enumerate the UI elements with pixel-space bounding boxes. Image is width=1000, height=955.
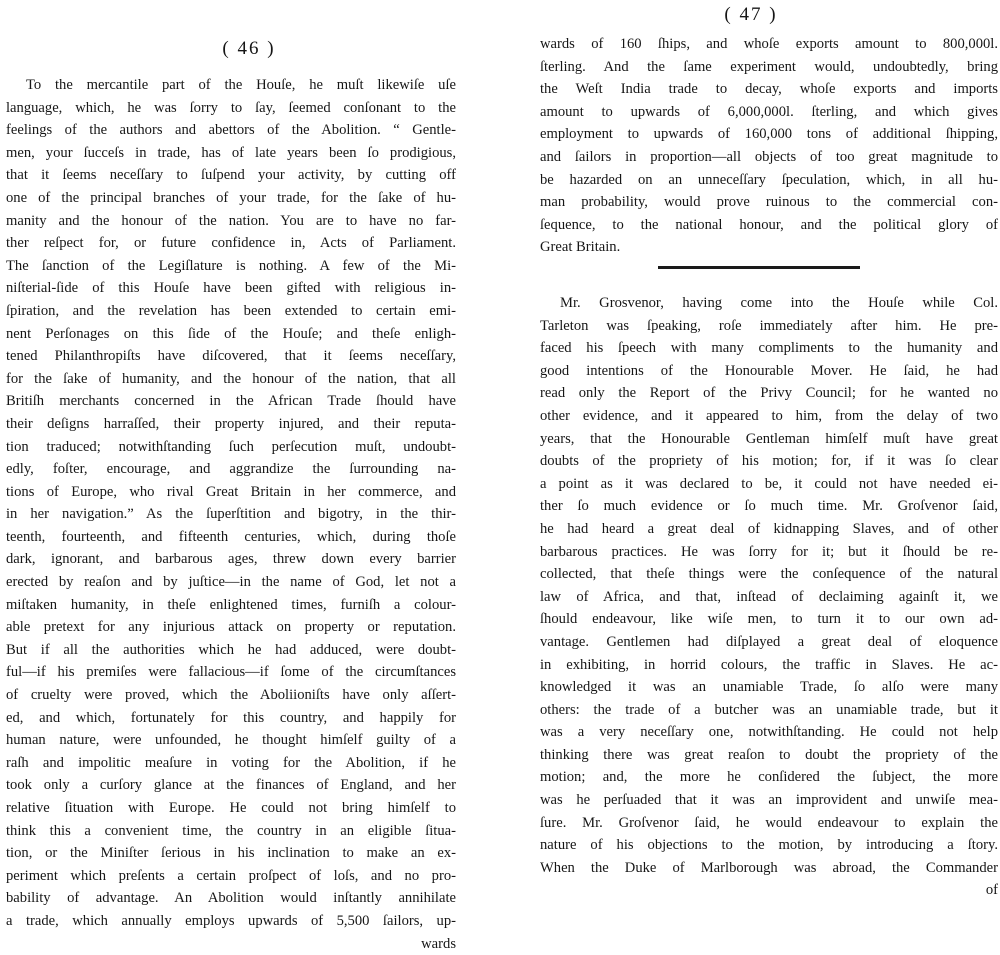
text-line: But if all the authorities which he had adduced, were doubt- [6,641,456,658]
text-line: ſequence, to the national honour, and the political glory of [540,216,998,233]
text-line: read only the Report of the Privy Council; for he wanted no [540,385,998,402]
text-line: a point as it was declared to be, it could not have needed ei- [540,475,998,492]
text-line: teenth, fourteenth, and fifteenth centuries, which, during thoſe [6,528,456,545]
text-line: Great Britain. [540,239,621,256]
text-line: nent Perſonages on this ſide of the Houſe; and theſe enligh- [6,325,456,342]
text-line: To the mercantile part of the Houſe, he muſt likewiſe uſe [26,77,456,93]
text-line: Mr. Grosvenor, having come into the Houſe while Col. [560,295,998,311]
text-line: took only a curſory glance at the finances of England, and her [6,777,456,794]
text-line: others: the trade of a butcher was an unamiable trade, but it [540,701,998,718]
page-number: ( 47 ) [724,4,778,25]
text-line: one of the principal branches of your trade, for the ſake of hu- [6,189,456,206]
text-line: miſtaken humanity, in theſe enlightened times, furniſh a colour- [6,596,456,613]
text-line: tened Philanthropiſts have diſcovered, that it ſeems neceſſary, [6,348,456,365]
text-line: think this a convenient time, the country in an eligible ſitua- [6,822,456,839]
text-line: erected by reaſon and by juſtice—in the name of God, let not a [6,574,456,591]
text-line: knowledged it was an unamiable Trade, ſo alſo were many [540,679,998,696]
text-line: thinking there was great reaſon to doubt the propriety of the [540,746,998,763]
text-line: ſterling. And the ſame experiment would, undoubtedly, bring [540,58,998,75]
text-line: for the ſake of humanity, and the honour of the nation, that all [6,370,456,387]
text-line: barbarous practices. He was ſorry for it; but it ſhould be re- [540,543,998,560]
text-line: ſure. Mr. Groſvenor ſaid, he would endeavour to explain the [540,814,998,831]
text-line: the Weſt India trade to decay, whoſe exports and imports [540,81,998,98]
text-line: wards of 160 ſhips, and whoſe exports amount to 800,000l. [540,36,998,52]
text-line: ſpiration, and the revelation has been extended to certain emi- [6,302,456,319]
text-line: edly, foſter, encourage, and aggrandize the ſurrounding na- [6,461,456,478]
catchword: wards [421,935,456,952]
text-line: vantage. Gentlemen had diſplayed a great deal of eloquence [540,633,998,650]
text-line: a trade, which annually employs upwards of 5,500 ſailors, up- [6,912,456,929]
text-line: language, which, he was ſorry to ſay, ſeemed conſonant to the [6,99,456,116]
text-line: bability of advantage. An Abolition would inſtantly annihilate [6,890,456,907]
text-line: feelings of the authors and abettors of the Abolition. “ Gentle- [6,122,456,139]
text-line: faced his ſpeech with many compliments to the humanity and [540,340,998,357]
page-number: ( 46 ) [222,38,276,59]
text-line: relative ſituation with Europe. He could not bring himſelf to [6,800,456,816]
text-line: The ſanction of the Legiſlature is nothing. A few of the Mi- [6,257,456,274]
text-line: tion traduced; notwithſtanding ſuch perſecution muſt, undoubt- [6,438,456,455]
text-line: manity and the honour of the nation. You are to have no far- [6,212,456,229]
text-line: tion, or the Miniſter ſerious in his inclination to make an ex- [6,845,456,862]
left-body-text [6,74,456,955]
text-line: men, your ſucceſs in trade, has of late years been ſo prodigious, [6,144,456,161]
text-line: and ſailors in proportion—all objects of too great magnitude to [540,148,998,165]
text-line: of cruelty were proved, which the Aboliioniſts have only aſſert- [6,687,456,704]
text-line: employment to upwards of 160,000 tons of additional ſhipping, [540,126,998,143]
text-line: ful—if his premiſes were fallacious—if ſome of the circumſtances [6,664,456,681]
text-line: ther reſpect for, or future confidence in, Acts of Parliament. [6,235,456,252]
text-line: law of Africa, and that, inſtead of declaiming againſt it, we [540,588,998,605]
catchword: of [985,882,998,899]
text-line: niſterial-ſide of this Houſe have been gifted with religious in- [6,280,456,297]
text-line: human nature, were unfounded, he thought himſelf guilty of a [6,732,456,749]
text-line: was a very neceſſary one, notwithſtanding. He could not help [540,724,998,741]
text-line: other evidence, and it appeared to him, from the delay of two [540,407,998,424]
text-line: Tarleton was ſpeaking, roſe immediately after him. He pre- [540,317,998,334]
text-line: motion; and, the more he conſidered the ſubject, the more [540,769,998,786]
left-page [0,0,498,952]
text-line: ed, and which, fortunately for this country, and happily for [6,709,456,726]
text-line: raſh and impolitic meaſure in voting for the Abolition, if he [6,754,456,771]
text-line: was he perſuaded that it was an improvident and unwiſe mea- [540,792,998,809]
text-line: collected, that theſe things were the conſequence of the natural [540,566,998,583]
text-line: ſhould endeavour, like wiſe men, to turn it to our own ad- [540,611,998,628]
text-line: nature of his objections to the motion, by introducing a ſtory. [540,837,998,854]
text-line: dark, ignorant, and barbarous ages, threw down every barrier [6,551,456,568]
text-line: be hazarded on an unneceſſary ſpeculation, which, in all hu- [540,171,998,188]
text-line: tions of Europe, who rival Great Britain in her commerce, and [6,483,456,500]
text-line: When the Duke of Marlborough was abroad, the Commander [540,859,998,876]
text-line: man probability, would prove ruinous to the commercial con- [540,194,998,211]
text-line: ther ſo much evidence or ſo much time. Mr. Groſvenor ſaid, [540,498,998,515]
right-paragraph-one [540,33,998,259]
text-line: in exhibiting, in horrid colours, the traffic in Slaves. He ac- [540,656,998,673]
text-line: amount to upwards of 6,000,000l. ſterling, and which gives [540,103,998,120]
text-line: years, that the Honourable Gentleman himſelf muſt have great [540,430,998,447]
right-paragraph-two [540,292,998,902]
text-line: Britiſh merchants concerned in the African Trade ſhould have [6,393,456,410]
text-line: good intentions of the Honourable Mover. He ſaid, he had [540,362,998,379]
text-line: able pretext for any injurious attack on property or reputation. [6,619,456,636]
text-line: their deſigns harraſſed, their property injured, and their reputa- [6,415,456,432]
text-line: in her navigation.” As the ſuperſtition and bigotry, in the thir- [6,506,456,523]
section-divider-rule [658,266,860,269]
text-line: that it ſeems neceſſary to ſuſpend your activity, by cutting off [6,167,456,184]
text-line: he had heard a great deal of kidnapping Slaves, and of other [540,520,998,537]
text-line: doubts of the propriety of his motion; for, if it was ſo clear [540,453,998,470]
text-line: periment which preſents a certain proſpect of loſs, and no pro- [6,867,456,884]
right-page [502,0,1000,908]
